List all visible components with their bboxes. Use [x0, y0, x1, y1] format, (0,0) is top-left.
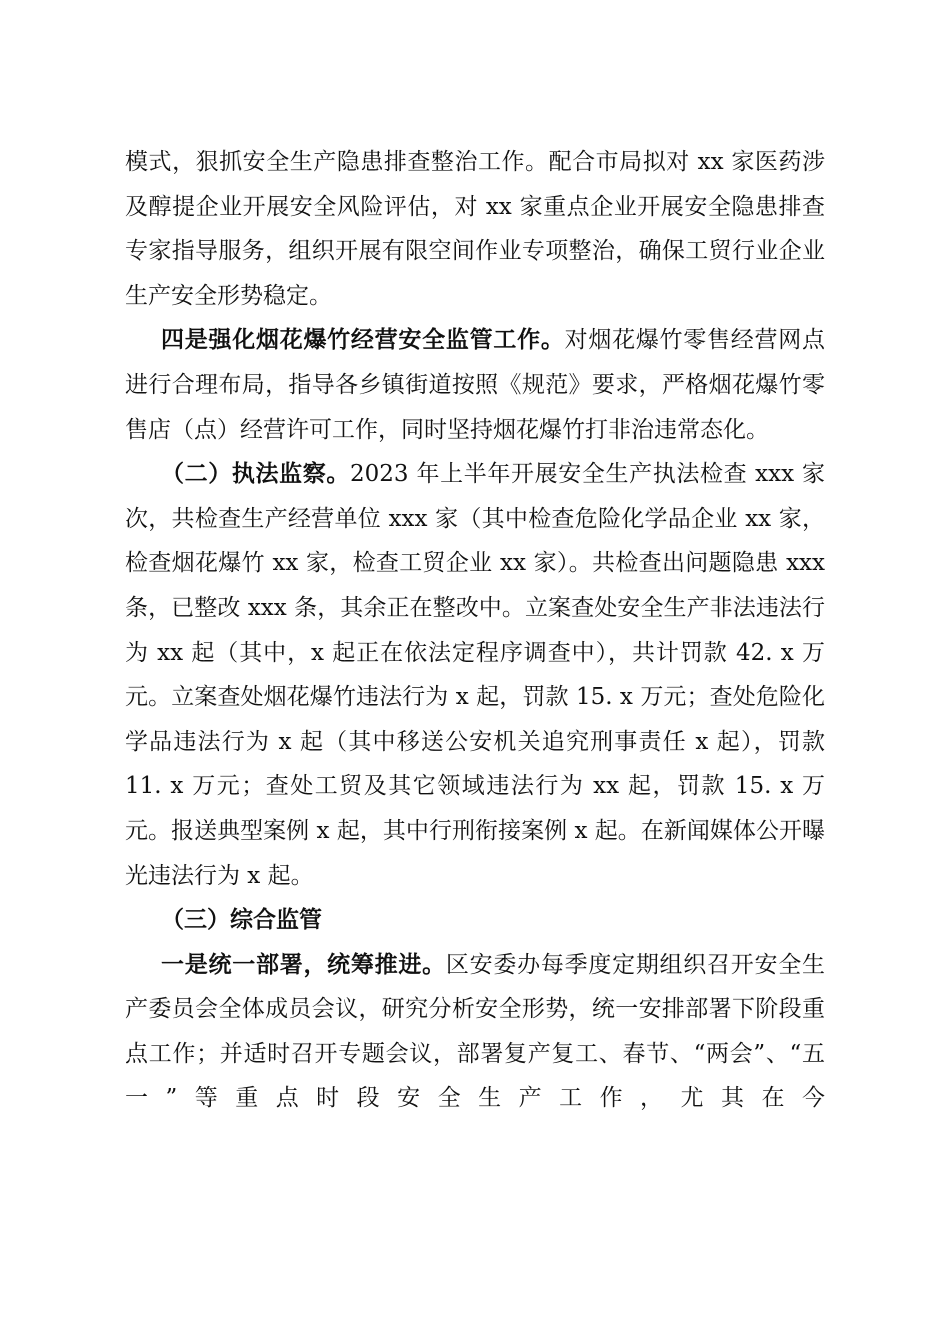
- paragraph-unified-deployment: [125, 943, 825, 1121]
- section-heading-law-enforcement: （二）执法监察。: [161, 460, 350, 488]
- paragraph-lead: 四是强化烟花爆竹经营安全监管工作。: [161, 326, 565, 354]
- paragraph-text: 模式，狠抓安全生产隐患排查整治工作。配合市局拟对 xx 家医药涉及醇提企业开展安全风险评估，对 xx 家重点企业开展安全隐患排查专家指导服务，组织开展有限空间作业专项整治，确保工贸行业企业生产安全形势稳定。: [125, 149, 825, 309]
- paragraph-lead: 一是统一部署，统筹推进。: [161, 950, 446, 978]
- paragraph-text: 对烟花爆竹零售经营网点进行合理布局，指导各乡镇街道按照《规范》要求，严格烟花爆竹零售店（点）经营许可工作，同时坚持烟花爆竹打非治违常态化。: [125, 327, 826, 443]
- paragraph-law-enforcement: [125, 452, 825, 898]
- section-heading-comprehensive-supervision: （三）综合监管: [161, 906, 322, 934]
- paragraph-comprehensive-supervision: [125, 898, 825, 943]
- document-body: [125, 140, 825, 1121]
- paragraph-fireworks-supervision: [125, 318, 825, 452]
- paragraph-text: 区安委办每季度定期组织召开安全生产委员会全体成员会议，研究分析安全形势，统一安排部署下阶段重点工作；并适时召开专题会议，部署复产复工、春节、“两会”、“五一”等重点时段安全生产工作，尤其在今: [125, 951, 826, 1112]
- paragraph-text: 2023 年上半年开展安全生产执法检查 xxx 家次，共检查生产经营单位 xxx 家（其中检查危险化学品企业 xx 家，检查烟花爆竹 xx 家，检查工贸企业 xx 家）。共检查出问题隐患 xxx 条，已整改 xxx 条，其余正在整改中。立案查处安全生产非法违法行为 xx 起（其中，x 起正在依法定程序调查中），共计罚款 42. x 万元。立案查处烟花爆竹违法行为 x 起，罚款 15. x 万元；查处危险化学品违法行为 x 起（其中移送公安机关追究刑事责任 x 起），罚款 11. x 万元；查处工贸及其它领域违法行为 xx 起，罚款 15. x 万元。报送典型案例 x 起，其中行刑衔接案例 x 起。在新闻媒体公开曝光违法行为 x 起。: [125, 461, 825, 889]
- paragraph-continuation: [125, 140, 825, 318]
